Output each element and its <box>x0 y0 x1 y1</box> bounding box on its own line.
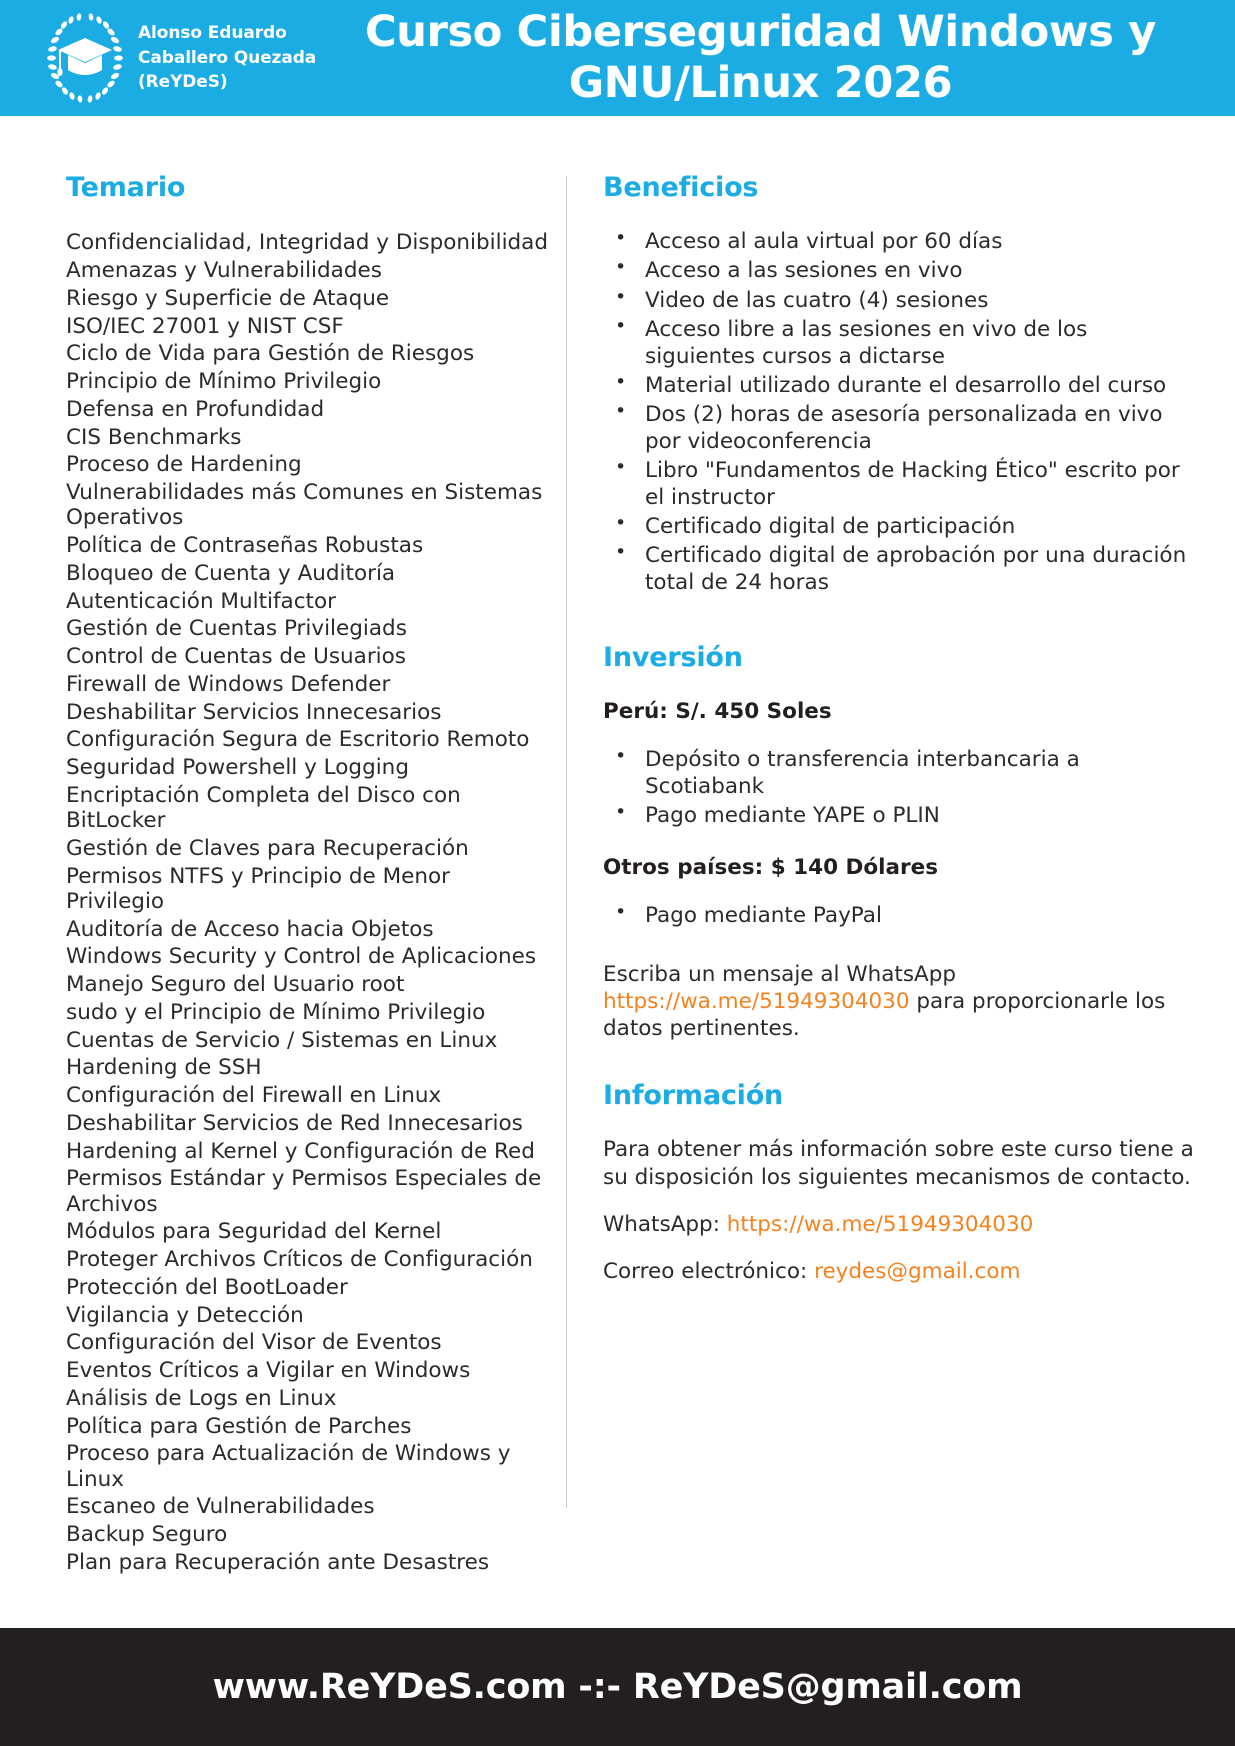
temario-item: Manejo Seguro del Usuario root <box>66 972 405 998</box>
temario-item: Proteger Archivos Críticos de Configuración <box>66 1247 533 1273</box>
temario-item: Backup Seguro <box>66 1522 228 1548</box>
temario-item: Política de Contraseñas Robustas <box>66 533 424 559</box>
beneficio-item: • Certificado digital de participación <box>603 513 1195 540</box>
temario-item: Hardening de SSH <box>66 1055 262 1081</box>
temario-item: Cuentas de Servicio / Sistemas en Linux <box>66 1027 498 1053</box>
spacer <box>603 931 1195 961</box>
peru-price-label: Perú: S/. 450 Soles <box>603 698 832 724</box>
temario-item: Deshabilitar Servicios Innecesarios <box>66 699 442 725</box>
whatsapp-instruction-before: Escriba un mensaje al WhatsApp <box>603 961 957 987</box>
temario-item: Firewall de Windows Defender <box>66 671 391 697</box>
temario-item: Proceso de Hardening <box>66 452 302 478</box>
temario-item: Permisos Estándar y Permisos Especiales de Archivos <box>66 1166 542 1217</box>
brand-name <box>138 21 316 95</box>
temario-item: Protección del BootLoader <box>66 1274 348 1300</box>
temario-item: Seguridad Powershell y Logging <box>66 755 409 781</box>
beneficio-item: • Video de las cuatro (4) sesiones <box>603 287 1195 314</box>
temario-item: Auditoría de Acceso hacia Objetos <box>66 916 434 942</box>
peru-payment-list <box>603 746 1195 829</box>
otros-price-label: Otros países: $ 140 Dólares <box>603 854 939 880</box>
peru-payment-item: • Pago mediante YAPE o PLIN <box>603 802 1195 829</box>
otros-payment-list <box>603 902 1195 929</box>
graduation-cap-laurel-crest-icon <box>46 12 124 104</box>
right-column <box>567 172 1195 1456</box>
peru-payment-item: • Depósito o transferencia interbancaria a Scotiabank <box>603 746 1195 800</box>
temario-item: Encriptación Completa del Disco con BitLocker <box>66 782 461 834</box>
temario-section <box>66 172 566 1575</box>
temario-item: Política para Gestión de Parches <box>66 1413 412 1439</box>
page-title-line-2: GNU/Linux 2026 <box>568 58 953 108</box>
informacion-intro: Para obtener más información sobre este curso tiene a su disposición los siguientes mecanismos de contacto. <box>603 1137 1194 1190</box>
informacion-heading: Información <box>603 1080 784 1112</box>
temario-item: Eventos Críticos a Vigilar en Windows <box>66 1358 471 1384</box>
temario-item: Ciclo de Vida para Gestión de Riesgos <box>66 341 475 367</box>
otros-payment-item: • Pago mediante PayPal <box>603 902 1195 929</box>
contact-whatsapp-link[interactable]: https://wa.me/51949304030 <box>726 1211 1034 1237</box>
temario-item: Autenticación Multifactor <box>66 588 336 614</box>
temario-item: Módulos para Seguridad del Kernel <box>66 1219 442 1245</box>
beneficios-heading: Beneficios <box>603 172 759 203</box>
beneficio-item: • Acceso a las sesiones en vivo <box>603 257 1195 284</box>
beneficio-item: • Dos (2) horas de asesoría personalizada en vivo por videoconferencia <box>603 401 1195 455</box>
temario-item: Permisos NTFS y Principio de Menor Privilegio <box>66 863 450 914</box>
page-header <box>0 0 1235 116</box>
temario-item: Gestión de Cuentas Privilegiads <box>66 616 407 642</box>
temario-heading: Temario <box>66 172 186 203</box>
beneficio-item: • Material utilizado durante el desarrollo del curso <box>603 372 1195 399</box>
temario-item: Vulnerabilidades más Comunes en Sistemas Operativos <box>66 480 543 531</box>
spacer <box>603 1062 1195 1080</box>
temario-item: Hardening al Kernel y Configuración de Red <box>66 1138 535 1164</box>
whatsapp-instruction <box>603 961 1195 1042</box>
brand-name-line-3: (ReYDeS) <box>138 72 228 93</box>
whatsapp-link-inversion[interactable]: https://wa.me/51949304030 <box>603 988 910 1014</box>
temario-item: Windows Security y Control de Aplicaciones <box>66 944 537 970</box>
temario-item: CIS Benchmarks <box>66 424 242 450</box>
beneficio-item: • Libro "Fundamentos de Hacking Ético" escrito por el instructor <box>603 457 1195 511</box>
temario-item: Configuración del Firewall en Linux <box>66 1083 442 1109</box>
whatsapp-instruction-after: para proporcionarle los datos pertinentes. <box>603 988 1166 1042</box>
main-content <box>0 116 1235 1575</box>
beneficio-item: • Acceso libre a las sesiones en vivo de los siguientes cursos a dictarse <box>603 316 1195 370</box>
temario-item: Deshabilitar Servicios de Red Innecesarios <box>66 1110 523 1136</box>
temario-item: Escaneo de Vulnerabilidades <box>66 1494 375 1520</box>
page-title <box>346 7 1235 108</box>
temario-item: Proceso para Actualización de Windows y Linux <box>66 1441 511 1492</box>
temario-item: Amenazas y Vulnerabilidades <box>66 258 382 284</box>
temario-list <box>66 230 548 1575</box>
temario-item: Confidencialidad, Integridad y Disponibilidad <box>66 230 549 256</box>
brand-name-line-1: Alonso Eduardo <box>138 23 287 44</box>
brand-block <box>46 12 346 104</box>
page-footer <box>0 1628 1235 1746</box>
contact-whatsapp-label: WhatsApp: <box>603 1211 727 1237</box>
contact-email-link[interactable]: reydes@gmail.com <box>814 1258 1021 1284</box>
beneficio-item: • Certificado digital de aprobación por una duración total de 24 horas <box>603 542 1195 596</box>
temario-item: Principio de Mínimo Privilegio <box>66 369 382 395</box>
temario-item: Defensa en Profundidad <box>66 396 325 422</box>
contact-email-label: Correo electrónico: <box>603 1258 815 1284</box>
beneficio-item: • Acceso al aula virtual por 60 días <box>603 228 1195 255</box>
temario-item: Riesgo y Superficie de Ataque <box>66 285 390 311</box>
inversion-heading: Inversión <box>603 642 743 674</box>
temario-item: sudo y el Principio de Mínimo Privilegio <box>66 999 486 1025</box>
brand-name-line-2: Caballero Quezada <box>138 47 317 68</box>
page-title-line-1: Curso Ciberseguridad Windows y <box>365 7 1156 58</box>
temario-item: Control de Cuentas de Usuarios <box>66 644 407 670</box>
contact-whatsapp <box>603 1211 1195 1238</box>
temario-item: Análisis de Logs en Linux <box>66 1385 337 1411</box>
footer-contact-text: www.ReYDeS.com -:- ReYDeS@gmail.com <box>212 1667 1023 1707</box>
temario-item: Gestión de Claves para Recuperación <box>66 835 469 861</box>
temario-item: Plan para Recuperación ante Desastres <box>66 1549 490 1575</box>
spacer <box>603 598 1195 642</box>
temario-item: Vigilancia y Detección <box>66 1302 304 1328</box>
temario-item: Configuración del Visor de Eventos <box>66 1330 442 1356</box>
beneficios-list <box>603 228 1195 596</box>
temario-item: Bloqueo de Cuenta y Auditoría <box>66 560 396 586</box>
temario-item: Configuración Segura de Escritorio Remoto <box>66 727 530 753</box>
temario-item: ISO/IEC 27001 y NIST CSF <box>66 313 344 339</box>
contact-email <box>603 1258 1195 1285</box>
